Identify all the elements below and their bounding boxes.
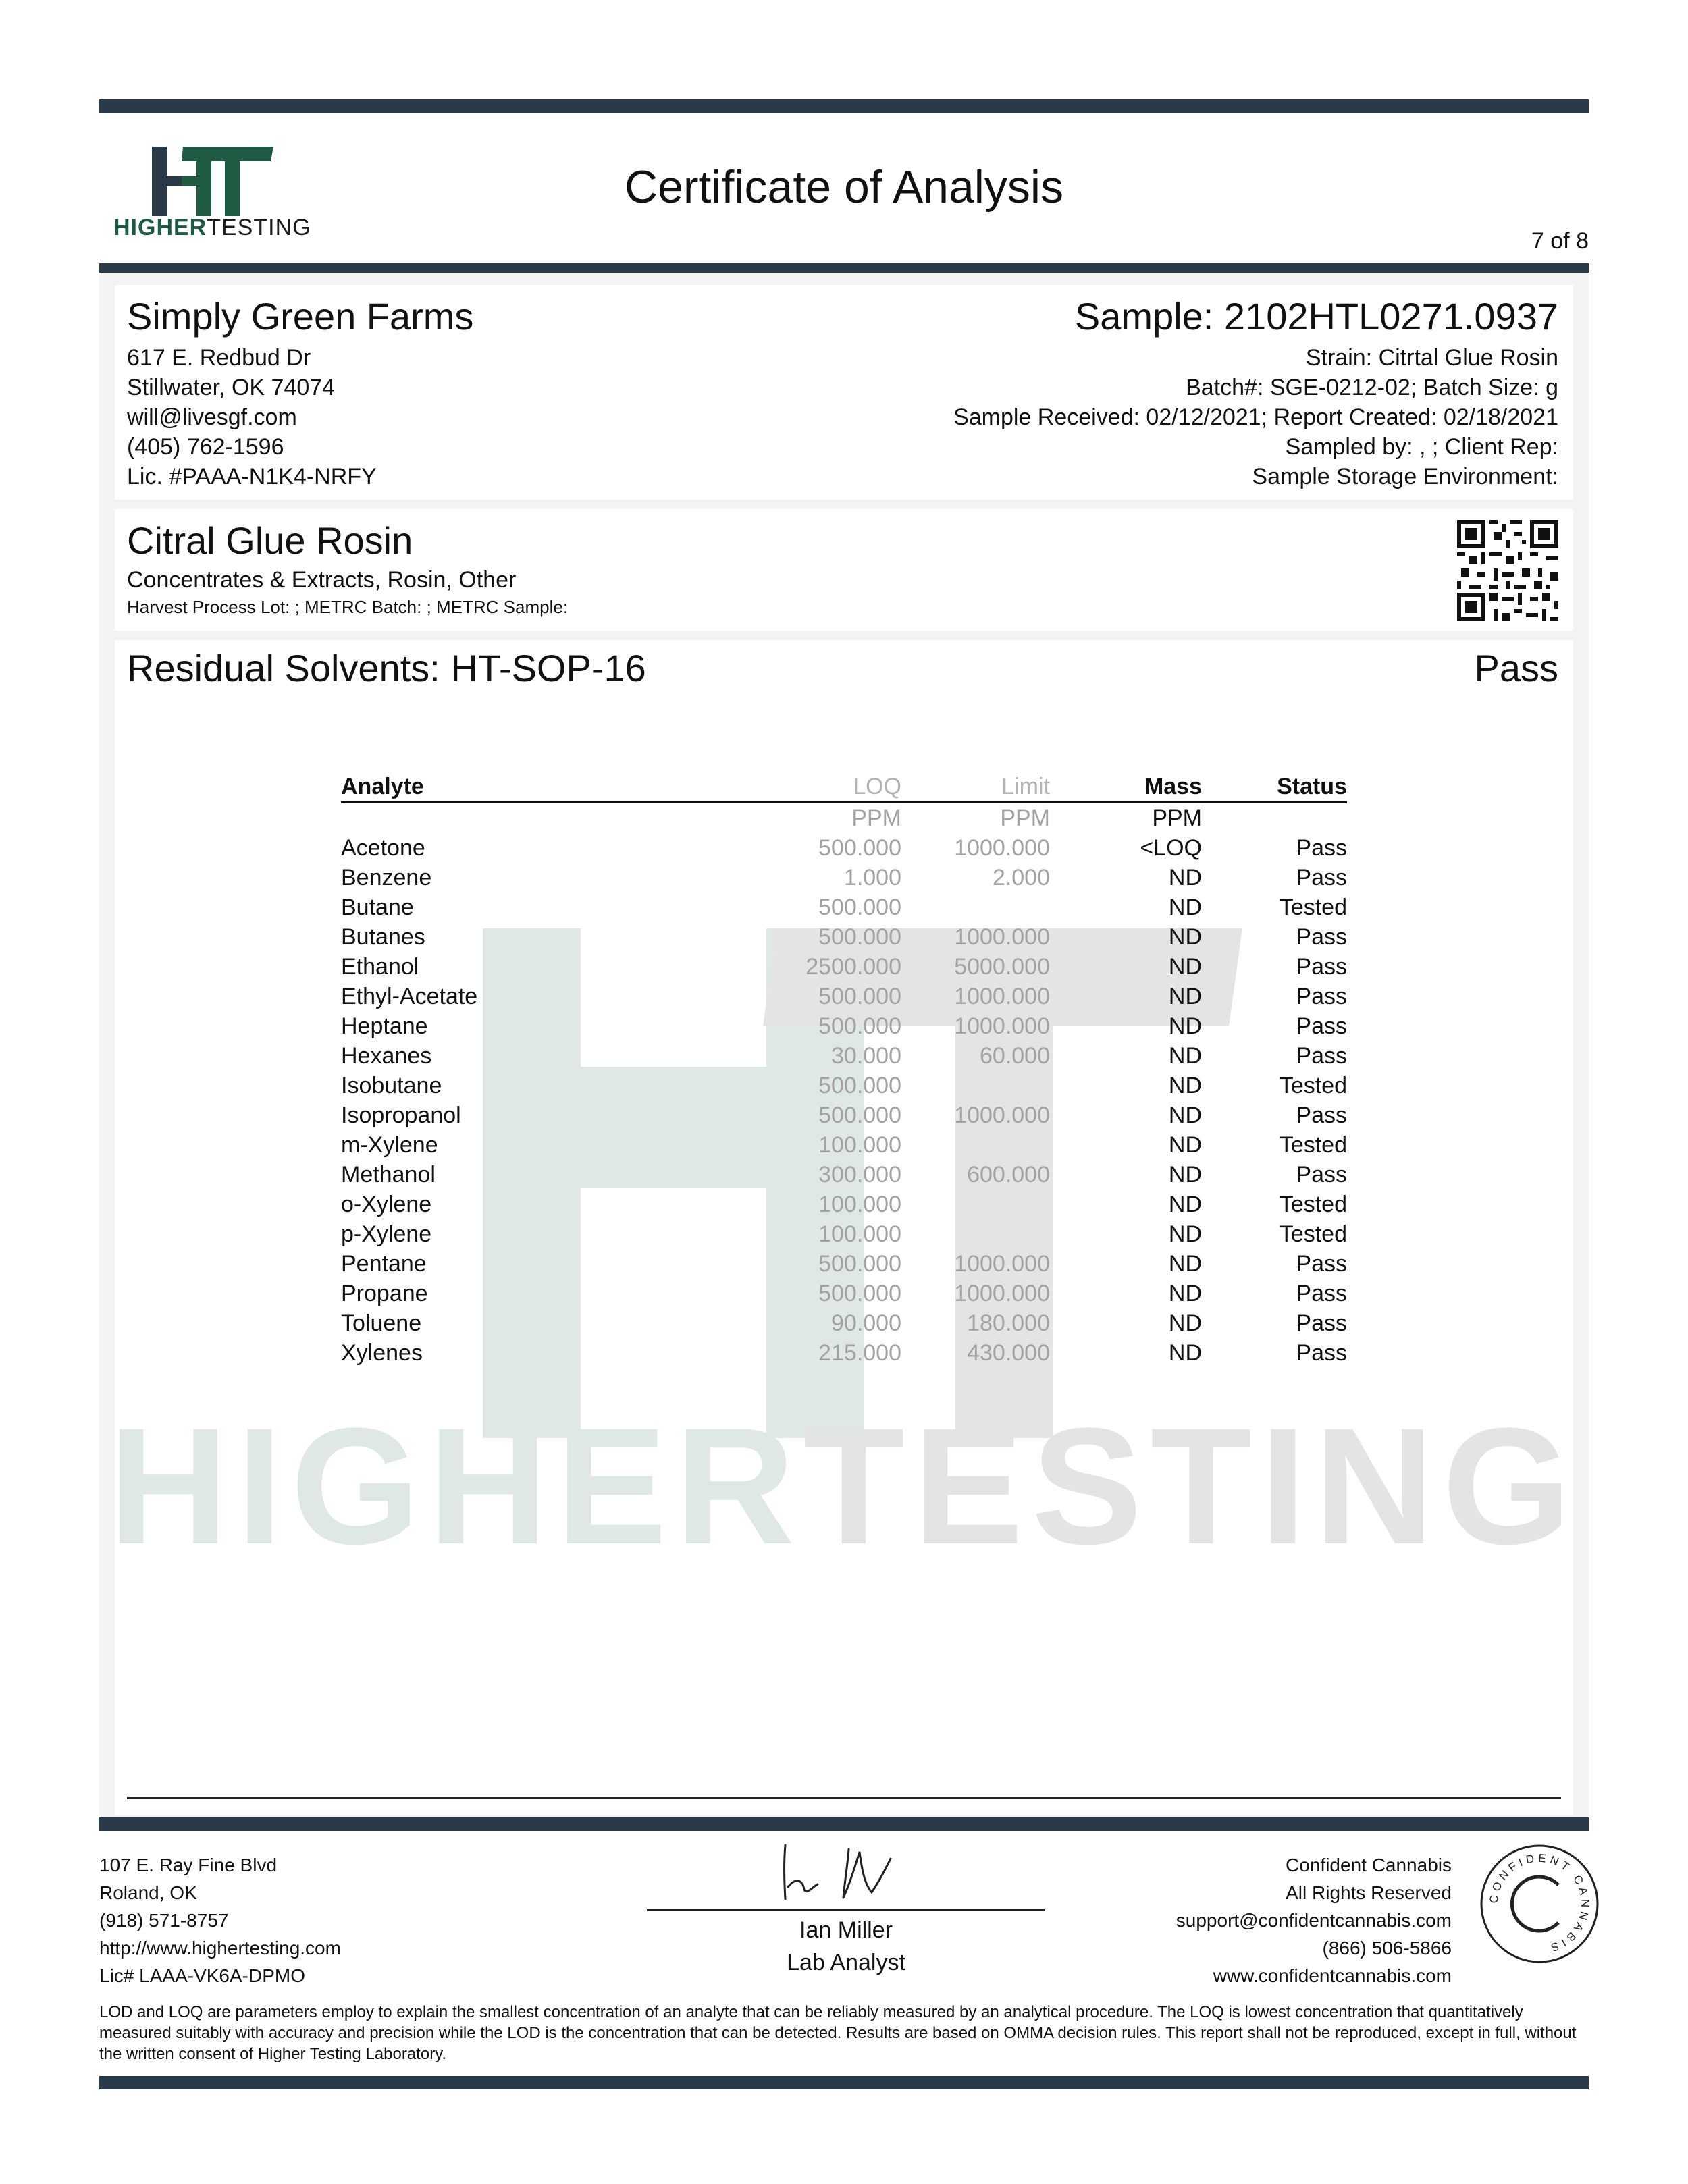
cell-loq: 90.000 bbox=[831, 1310, 901, 1336]
cell-analyte: Isobutane bbox=[341, 1073, 442, 1098]
cell-loq: 100.000 bbox=[818, 1221, 901, 1247]
cell-status: Pass bbox=[1296, 1162, 1347, 1188]
cell-mass: ND bbox=[1168, 1132, 1202, 1158]
cell-loq: 500.000 bbox=[818, 1251, 901, 1277]
cell-limit bbox=[901, 893, 1050, 922]
sample-strain: Strain: Citrtal Glue Rosin bbox=[1305, 345, 1558, 371]
table-row bbox=[341, 1338, 1347, 1368]
table-row bbox=[341, 1219, 1347, 1249]
cell-limit: 60.000 bbox=[980, 1043, 1050, 1069]
sample-batch: Batch#: SGE-0212-02; Batch Size: g bbox=[1186, 375, 1558, 400]
cell-loq: 30.000 bbox=[831, 1043, 901, 1069]
cell-limit bbox=[901, 1130, 1050, 1160]
cell-limit: 1000.000 bbox=[954, 1102, 1050, 1128]
lab-contact bbox=[99, 1851, 341, 1990]
table-row bbox=[341, 893, 1347, 922]
cell-limit: 2.000 bbox=[992, 865, 1050, 890]
cell-mass: ND bbox=[1168, 954, 1202, 980]
table-row bbox=[341, 1041, 1347, 1071]
sample-details bbox=[953, 343, 1558, 491]
table-row bbox=[341, 922, 1347, 952]
cell-loq: 1.000 bbox=[843, 865, 901, 890]
cc-name: Confident Cannabis bbox=[1286, 1855, 1452, 1875]
cell-analyte: Toluene bbox=[341, 1310, 422, 1336]
cell-limit: 1000.000 bbox=[954, 1013, 1050, 1039]
sample-sampled-by: Sampled by: , ; Client Rep: bbox=[1285, 434, 1558, 460]
cc-phone: (866) 506-5866 bbox=[1322, 1938, 1452, 1959]
cell-limit bbox=[901, 1190, 1050, 1219]
cell-limit: 180.000 bbox=[967, 1310, 1050, 1336]
sample-id: Sample: 2102HTL0271.0937 bbox=[1074, 295, 1558, 338]
units-row bbox=[341, 803, 1347, 834]
cell-mass: ND bbox=[1168, 1162, 1202, 1188]
units-limit: PPM bbox=[1000, 805, 1050, 831]
table-row bbox=[341, 1011, 1347, 1041]
confident-cannabis-contact bbox=[1176, 1851, 1452, 1990]
cell-status: Pass bbox=[1296, 1251, 1347, 1277]
cell-mass: ND bbox=[1168, 865, 1202, 890]
cell-mass: ND bbox=[1168, 1102, 1202, 1128]
cell-limit bbox=[901, 1219, 1050, 1249]
cell-analyte: Methanol bbox=[341, 1162, 436, 1188]
sample-storage: Sample Storage Environment: bbox=[1252, 464, 1558, 489]
header-mass: Mass bbox=[1050, 772, 1202, 803]
cell-status: Tested bbox=[1279, 1073, 1347, 1098]
cell-mass: ND bbox=[1168, 1013, 1202, 1039]
table-row bbox=[341, 1130, 1347, 1160]
cc-rights: All Rights Reserved bbox=[1286, 1882, 1452, 1903]
product-category: Concentrates & Extracts, Rosin, Other bbox=[127, 567, 517, 593]
cell-mass: ND bbox=[1168, 1221, 1202, 1247]
signer-title: Lab Analyst bbox=[787, 1950, 905, 1975]
cell-analyte: m-Xylene bbox=[341, 1132, 438, 1158]
cell-analyte: Pentane bbox=[341, 1251, 427, 1277]
section-title: Residual Solvents: HT-SOP-16 bbox=[127, 647, 646, 689]
cell-loq: 500.000 bbox=[818, 895, 901, 920]
cell-loq: 500.000 bbox=[818, 924, 901, 950]
table-row bbox=[341, 1190, 1347, 1219]
lab-address: 107 E. Ray Fine Blvd bbox=[99, 1855, 278, 1875]
cell-mass: ND bbox=[1168, 895, 1202, 920]
cell-analyte: Isopropanol bbox=[341, 1102, 461, 1128]
footer-bar bbox=[99, 1817, 1589, 1831]
lab-website: http://www.highertesting.com bbox=[99, 1938, 341, 1959]
cell-mass: ND bbox=[1168, 1073, 1202, 1098]
cell-loq: 500.000 bbox=[818, 1013, 901, 1039]
cell-status: Pass bbox=[1296, 1310, 1347, 1336]
cell-analyte: Benzene bbox=[341, 865, 432, 890]
cell-loq: 2500.000 bbox=[806, 954, 901, 980]
page-number: 7 of 8 bbox=[1531, 228, 1589, 254]
cell-mass: ND bbox=[1168, 1251, 1202, 1277]
cell-loq: 100.000 bbox=[818, 1132, 901, 1158]
qr-code-icon bbox=[1457, 520, 1558, 621]
cell-status: Pass bbox=[1296, 924, 1347, 950]
units-status bbox=[1202, 803, 1347, 834]
sample-dates: Sample Received: 02/12/2021; Report Created: 02/18/2021 bbox=[953, 404, 1558, 430]
cell-loq: 500.000 bbox=[818, 835, 901, 861]
table-row bbox=[341, 952, 1347, 982]
cell-analyte: Heptane bbox=[341, 1013, 428, 1039]
table-row bbox=[341, 863, 1347, 893]
client-name: Simply Green Farms bbox=[127, 295, 474, 338]
header-loq: LOQ bbox=[625, 772, 901, 803]
table-row bbox=[341, 1279, 1347, 1308]
cc-website: www.confidentcannabis.com bbox=[1213, 1965, 1452, 1986]
table-row bbox=[341, 1249, 1347, 1279]
units-analyte bbox=[341, 803, 625, 834]
cell-status: Pass bbox=[1296, 1102, 1347, 1128]
cell-limit: 1000.000 bbox=[954, 984, 1050, 1009]
cc-email: support@confidentcannabis.com bbox=[1176, 1910, 1452, 1931]
cell-limit: 5000.000 bbox=[954, 954, 1050, 980]
cell-loq: 500.000 bbox=[818, 1102, 901, 1128]
header-bar bbox=[99, 263, 1589, 273]
cell-loq: 300.000 bbox=[818, 1162, 901, 1188]
cell-analyte: Hexanes bbox=[341, 1043, 432, 1069]
cell-mass: <LOQ bbox=[1140, 835, 1202, 861]
header-status: Status bbox=[1202, 772, 1347, 803]
bottom-bar bbox=[99, 2076, 1589, 2089]
table-row bbox=[341, 1100, 1347, 1130]
table-row bbox=[341, 1308, 1347, 1338]
disclaimer-text: LOD and LOQ are parameters employ to explain the smallest concentration of an analyte that can be reliably measured by an analytical procedure. The LOQ is lowest concentration that quantitatively measured suitably with accuracy and precision while the LOD is the concentration that can be detected. Results are based on OMMA decision rules. This report shall not be reproduced, except in full, without the written consent of Higher Testing Laboratory. bbox=[99, 2003, 1577, 2063]
logo-wordmark: HIGHERTESTING bbox=[113, 215, 311, 240]
cell-mass: ND bbox=[1168, 1192, 1202, 1217]
document-title: Certificate of Analysis bbox=[624, 161, 1064, 213]
signer-name: Ian Miller bbox=[799, 1917, 893, 1943]
cell-limit: 1000.000 bbox=[954, 835, 1050, 861]
cell-limit: 1000.000 bbox=[954, 924, 1050, 950]
cell-limit: 1000.000 bbox=[954, 1281, 1050, 1306]
section-divider bbox=[127, 1797, 1561, 1799]
cell-loq: 215.000 bbox=[818, 1340, 901, 1366]
cell-status: Pass bbox=[1296, 954, 1347, 980]
product-name: Citral Glue Rosin bbox=[127, 519, 413, 562]
cell-status: Pass bbox=[1296, 1013, 1347, 1039]
cell-status: Pass bbox=[1296, 1043, 1347, 1069]
units-loq: PPM bbox=[851, 805, 901, 831]
header-limit: Limit bbox=[901, 772, 1050, 803]
lab-phone: (918) 571-8757 bbox=[99, 1910, 229, 1931]
cell-mass: ND bbox=[1168, 1310, 1202, 1336]
table-header-row bbox=[341, 772, 1347, 803]
cell-mass: ND bbox=[1168, 1281, 1202, 1306]
top-bar bbox=[99, 99, 1589, 113]
cell-loq: 500.000 bbox=[818, 984, 901, 1009]
cell-analyte: Propane bbox=[341, 1281, 428, 1306]
signature-line bbox=[647, 1909, 1045, 1911]
cell-analyte: Acetone bbox=[341, 835, 425, 861]
svg-text:CONFIDENT CANNABIS: CONFIDENT CANNABIS bbox=[1487, 1851, 1592, 1955]
product-lot-info: Harvest Process Lot: ; METRC Batch: ; METRC Sample: bbox=[127, 597, 569, 617]
cell-limit: 430.000 bbox=[967, 1340, 1050, 1366]
client-license: Lic. #PAAA-N1K4-NRFY bbox=[127, 464, 377, 489]
table-row bbox=[341, 1160, 1347, 1190]
cell-mass: ND bbox=[1168, 924, 1202, 950]
section-result: Pass bbox=[1474, 647, 1558, 689]
cell-analyte: Ethyl-Acetate bbox=[341, 984, 478, 1009]
cell-status: Pass bbox=[1296, 1281, 1347, 1306]
lab-license: Lic# LAAA-VK6A-DPMO bbox=[99, 1965, 305, 1986]
table-row bbox=[341, 833, 1347, 863]
cell-limit: 1000.000 bbox=[954, 1251, 1050, 1277]
cell-mass: ND bbox=[1168, 984, 1202, 1009]
cell-status: Pass bbox=[1296, 1340, 1347, 1366]
cell-loq: 500.000 bbox=[818, 1073, 901, 1098]
cell-limit bbox=[901, 1071, 1050, 1100]
cell-limit: 600.000 bbox=[967, 1162, 1050, 1188]
results-table bbox=[341, 772, 1347, 1368]
cell-analyte: Xylenes bbox=[341, 1340, 423, 1366]
cell-status: Pass bbox=[1296, 865, 1347, 890]
cell-analyte: Butane bbox=[341, 895, 414, 920]
cell-mass: ND bbox=[1168, 1043, 1202, 1069]
cell-status: Pass bbox=[1296, 835, 1347, 861]
cell-analyte: Butanes bbox=[341, 924, 425, 950]
client-address bbox=[127, 343, 377, 491]
cell-loq: 100.000 bbox=[818, 1192, 901, 1217]
client-phone: (405) 762-1596 bbox=[127, 434, 284, 460]
lab-city: Roland, OK bbox=[99, 1882, 197, 1903]
table-row bbox=[341, 982, 1347, 1011]
units-mass: PPM bbox=[1152, 805, 1202, 831]
cell-analyte: Ethanol bbox=[341, 954, 419, 980]
cell-status: Tested bbox=[1279, 1221, 1347, 1247]
client-address-line: 617 E. Redbud Dr bbox=[127, 345, 311, 371]
signature-image bbox=[773, 1840, 922, 1904]
cell-loq: 500.000 bbox=[818, 1281, 901, 1306]
client-city-line: Stillwater, OK 74074 bbox=[127, 375, 336, 400]
cell-analyte: p-Xylene bbox=[341, 1221, 432, 1247]
header-analyte: Analyte bbox=[341, 772, 625, 803]
client-email: will@livesgf.com bbox=[127, 404, 297, 430]
table-row bbox=[341, 1071, 1347, 1100]
cell-analyte: o-Xylene bbox=[341, 1192, 432, 1217]
cell-mass: ND bbox=[1168, 1340, 1202, 1366]
cell-status: Pass bbox=[1296, 984, 1347, 1009]
cell-status: Tested bbox=[1279, 1192, 1347, 1217]
confident-cannabis-seal-icon bbox=[1479, 1843, 1600, 1965]
watermark-text: HIGHERTESTING bbox=[108, 1393, 1580, 1579]
cell-status: Tested bbox=[1279, 1132, 1347, 1158]
cell-status: Tested bbox=[1279, 895, 1347, 920]
